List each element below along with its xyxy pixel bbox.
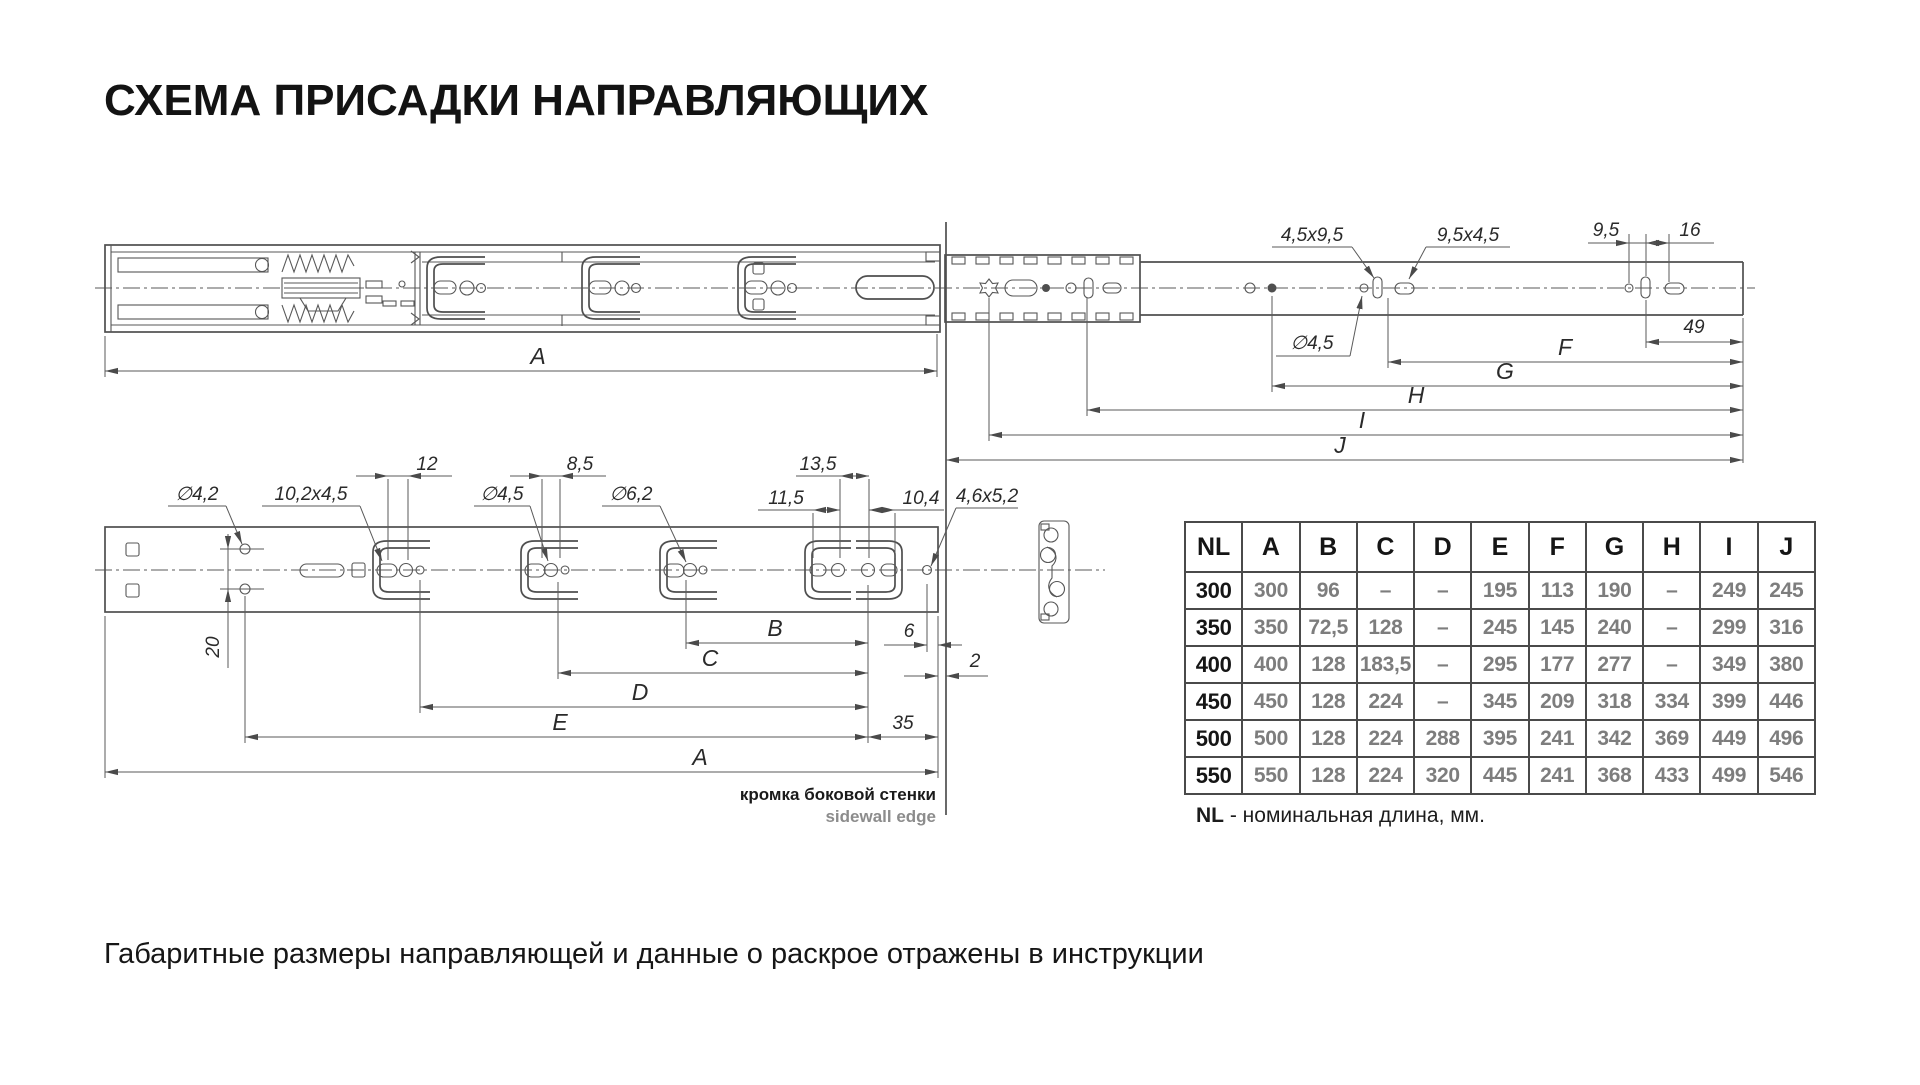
table-row [1185,720,1815,757]
value-cell: 249 [1700,572,1757,609]
column-header: F [1529,522,1586,572]
dim-label-85: 8,5 [566,454,594,475]
table-row [1185,646,1815,683]
dim-label-115: 11,5 [768,488,804,509]
dim-label-h: H [1407,382,1425,408]
dim-label-dia42: ∅4,2 [175,484,219,505]
table-row [1185,683,1815,720]
dim-label-6: 6 [903,621,915,642]
table-body [1185,572,1815,794]
value-cell: – [1414,646,1471,683]
value-cell: 177 [1529,646,1586,683]
value-cell: 450 [1242,683,1299,720]
nl-cell: 450 [1185,683,1242,720]
dim-label-49: 49 [1683,317,1705,338]
column-header: E [1471,522,1528,572]
value-cell: 224 [1357,683,1414,720]
value-cell: 345 [1471,683,1528,720]
value-cell: 241 [1529,720,1586,757]
value-cell: 449 [1700,720,1757,757]
value-cell: 550 [1242,757,1299,794]
value-cell: 113 [1529,572,1586,609]
table-row [1185,572,1815,609]
table-row [1185,757,1815,794]
value-cell: 380 [1758,646,1815,683]
column-header: B [1300,522,1357,572]
dim-label-2: 2 [969,651,981,672]
value-cell: 190 [1586,572,1643,609]
value-cell: 368 [1586,757,1643,794]
dim-label-slot-a: 4,5x9,5 [1280,225,1344,246]
value-cell: 72,5 [1300,609,1357,646]
value-cell: 400 [1242,646,1299,683]
dimension-table [1184,521,1816,795]
column-header: H [1643,522,1700,572]
value-cell: 224 [1357,757,1414,794]
table-note-term: NL [1196,804,1224,827]
column-header: J [1758,522,1815,572]
nl-cell: 400 [1185,646,1242,683]
value-cell: 245 [1758,572,1815,609]
value-cell: – [1643,646,1700,683]
table-row [1185,609,1815,646]
dim-label-135: 13,5 [799,454,837,475]
nl-cell: 300 [1185,572,1242,609]
value-cell: 128 [1357,609,1414,646]
dim-label-dia62: ∅6,2 [609,484,653,505]
slide-cross-section [1039,521,1069,623]
value-cell: 295 [1471,646,1528,683]
nl-cell: 550 [1185,757,1242,794]
dim-label-12: 12 [416,454,438,475]
value-cell: 446 [1758,683,1815,720]
value-cell: 288 [1414,720,1471,757]
dim-label-g: G [1496,358,1514,384]
value-cell: 500 [1242,720,1299,757]
column-header: D [1414,522,1471,572]
column-header: A [1242,522,1299,572]
value-cell: 96 [1300,572,1357,609]
value-cell: – [1643,572,1700,609]
spring-top [282,255,354,272]
top-view-extended-rail [945,255,1743,322]
dim-label-f: F [1557,334,1573,360]
dim-label-16: 16 [1679,220,1701,241]
value-cell: 499 [1700,757,1757,794]
sidewall-label-en: sidewall edge [825,807,936,826]
value-cell: 145 [1529,609,1586,646]
value-cell: 349 [1700,646,1757,683]
dim-label-c: C [701,645,719,671]
column-header: G [1586,522,1643,572]
dim-label-20: 20 [203,636,224,658]
value-cell: – [1414,683,1471,720]
nl-cell: 350 [1185,609,1242,646]
dim-label-95: 9,5 [1592,220,1620,241]
value-cell: 546 [1758,757,1815,794]
value-cell: 300 [1242,572,1299,609]
page-title: СХЕМА ПРИСАДКИ НАПРАВЛЯЮЩИХ [104,76,929,125]
value-cell: 318 [1586,683,1643,720]
dim-label-b: B [767,615,783,641]
dim-label-slot2: 4,6x5,2 [955,486,1019,507]
table-header-row [1185,522,1815,572]
value-cell: – [1357,572,1414,609]
column-header: I [1700,522,1757,572]
column-header: C [1357,522,1414,572]
value-cell: 183,5 [1357,646,1414,683]
dim-label-a-top: A [530,343,546,369]
value-cell: 128 [1300,720,1357,757]
value-cell: – [1414,609,1471,646]
value-cell: – [1643,609,1700,646]
value-cell: – [1414,572,1471,609]
value-cell: 334 [1643,683,1700,720]
value-cell: 240 [1586,609,1643,646]
table-note-text: - номинальная длина, мм. [1224,804,1485,827]
dim-label-j: J [1334,432,1346,458]
dim-label-a-bottom: A [692,744,708,770]
footer-note: Габаритные размеры направляющей и данные о раскрое отражены в инструкции [104,938,1204,970]
c-slot-bracket [582,257,641,319]
spring-bottom [282,305,354,322]
value-cell: 277 [1586,646,1643,683]
dim-label-dia45-top: ∅4,5 [1290,333,1334,354]
value-cell: 369 [1643,720,1700,757]
value-cell: 445 [1471,757,1528,794]
table-note [1196,804,1485,828]
dim-label-dia45-bottom: ∅4,5 [480,484,524,505]
value-cell: 316 [1758,609,1815,646]
value-cell: 245 [1471,609,1528,646]
value-cell: 433 [1643,757,1700,794]
dim-label-35: 35 [892,713,914,734]
top-view-closed-slide [105,245,940,332]
value-cell: 350 [1242,609,1299,646]
value-cell: 496 [1758,720,1815,757]
value-cell: 224 [1357,720,1414,757]
value-cell: 399 [1700,683,1757,720]
value-cell: 241 [1529,757,1586,794]
dim-label-i: I [1358,407,1366,433]
dim-label-e: E [552,709,568,735]
value-cell: 342 [1586,720,1643,757]
column-header: NL [1185,522,1242,572]
value-cell: 128 [1300,757,1357,794]
top-dimensions [105,220,1743,463]
dim-label-slot-b: 9,5x4,5 [1436,225,1500,246]
value-cell: 128 [1300,646,1357,683]
nl-cell: 500 [1185,720,1242,757]
dim-label-104: 10,4 [902,488,940,509]
value-cell: 299 [1700,609,1757,646]
value-cell: 209 [1529,683,1586,720]
dim-label-slot1: 10,2x4,5 [274,484,348,505]
bottom-dimensions [105,454,1019,778]
value-cell: 320 [1414,757,1471,794]
dim-label-d: D [631,679,649,705]
sidewall-label-ru: кромка боковой стенки [739,785,936,804]
value-cell: 395 [1471,720,1528,757]
value-cell: 128 [1300,683,1357,720]
value-cell: 195 [1471,572,1528,609]
torx-hole [980,279,998,297]
